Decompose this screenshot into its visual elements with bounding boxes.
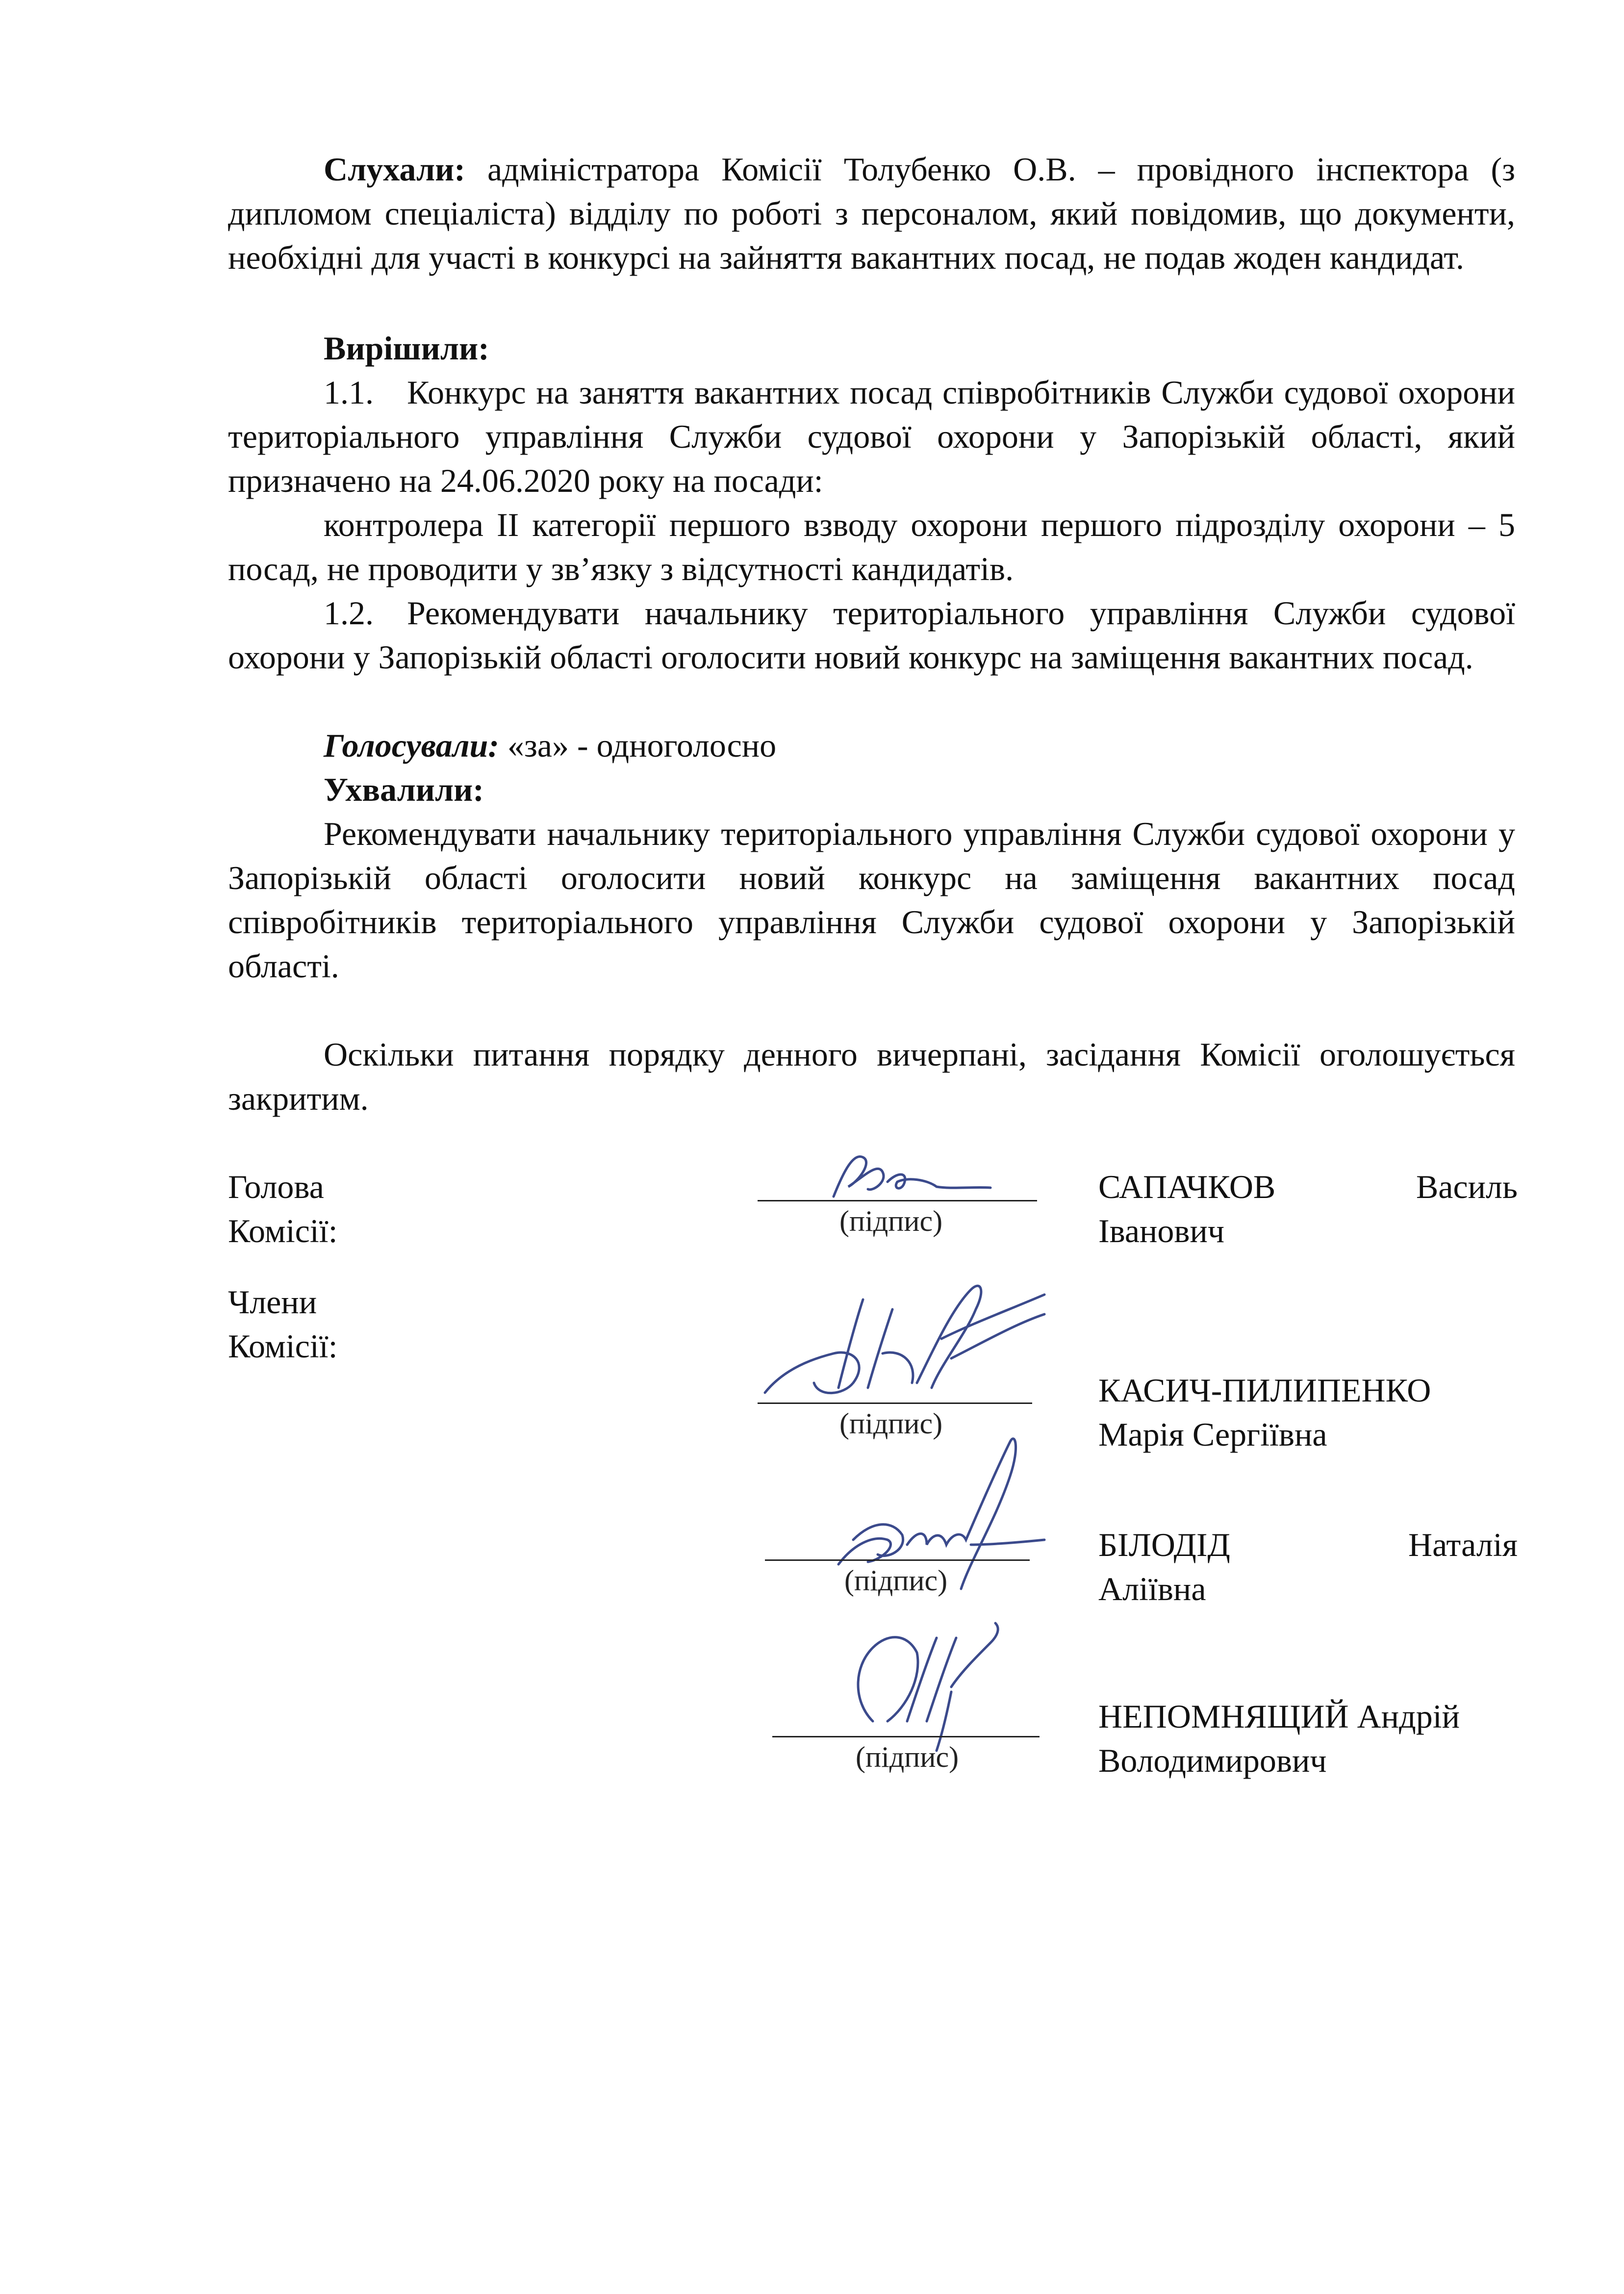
voted-paragraph <box>324 723 776 767</box>
signatory-name-2 <box>1098 1368 1518 1456</box>
signatory-name-3 <box>1098 1523 1518 1611</box>
signatory-1-surname: САПАЧКОВ <box>1098 1168 1276 1205</box>
decided-label: Вирішили: <box>324 330 489 367</box>
decided-item-2: 1.2. Рекомендувати начальнику територіального управління Служби судової охорони у Запорізькій області оголосити новий конкурс на заміщення вакантних посад. <box>228 594 1515 676</box>
signature-caption-2: (підпис) <box>839 1407 943 1440</box>
decided-item-1: 1.1. Конкурс на заняття вакантних посад співробітників Служби судової охорони територіального управління Служби судової охорони у Запорізькій області, який призначено на 24.06.2020 року на посади: <box>228 374 1515 499</box>
closing-paragraph: Оскільки питання порядку денного вичерпані, засідання Комісії оголошується закритим. <box>228 1036 1515 1117</box>
signatory-1-patronymic: Іванович <box>1098 1212 1225 1249</box>
members-label-line-2: Комісії: <box>228 1327 338 1365</box>
heard-text: адміністратора Комісії Толубенко О.В. – провідного інспектора (з дипломом спеціаліста) відділу по роботі з персоналом, який повідомив, що документи, необхідні для участі в конкурсі на зайняття вакантних посад, не подав жоден кандидат. <box>228 151 1515 276</box>
signatory-4-surname: НЕПОМНЯЩИЙ Андрій <box>1098 1698 1460 1735</box>
signatory-1-given: Василь <box>1416 1168 1518 1205</box>
voted-text: «за» - одноголосно <box>507 727 777 764</box>
approved-text: Рекомендувати начальнику територіального управління Служби судової охорони у Запорізькій області оголосити новий конкурс на заміщення вакантних посад співробітників територіального управління Служби судової охорони у Запорізькій області. <box>228 815 1515 985</box>
signatory-2-surname: КАСИЧ-ПИЛИПЕНКО <box>1098 1372 1431 1409</box>
signature-line-2 <box>758 1402 1032 1404</box>
signatory-4-patronymic: Володимирович <box>1098 1742 1327 1779</box>
signatory-2-patronymic: Марія Сергіївна <box>1098 1416 1327 1453</box>
signature-line-3 <box>765 1559 1030 1561</box>
signatory-3-patronymic: Аліївна <box>1098 1570 1206 1607</box>
signature-line-4 <box>772 1736 1040 1737</box>
signatory-name-4 <box>1098 1694 1518 1783</box>
members-label <box>228 1280 337 1368</box>
chair-label-line-1: Голова <box>228 1168 324 1205</box>
chair-label-line-2: Комісії: <box>228 1212 338 1249</box>
voted-label: Голосували: <box>324 727 499 764</box>
members-label-line-1: Члени <box>228 1283 317 1321</box>
approved-label: Ухвалили: <box>324 771 484 808</box>
signatory-3-surname: БІЛОДІД <box>1098 1526 1230 1563</box>
chair-label <box>228 1165 337 1253</box>
signature-caption-4: (підпис) <box>856 1741 959 1773</box>
signatory-name-1 <box>1098 1165 1518 1253</box>
heard-label: Слухали: <box>324 151 465 188</box>
signature-caption-3: (підпис) <box>844 1564 948 1597</box>
signature-caption-1: (підпис) <box>839 1205 943 1237</box>
heard-paragraph <box>228 147 1515 280</box>
signatory-3-given: Наталія <box>1408 1526 1518 1563</box>
signature-line-1 <box>758 1200 1037 1201</box>
decided-item-1-position: контролера ІІ категорії першого взводу охорони першого підрозділу охорони – 5 посад, не проводити у зв’язку з відсутності кандидатів. <box>228 506 1515 587</box>
handwritten-signature-4 <box>834 1608 1040 1756</box>
